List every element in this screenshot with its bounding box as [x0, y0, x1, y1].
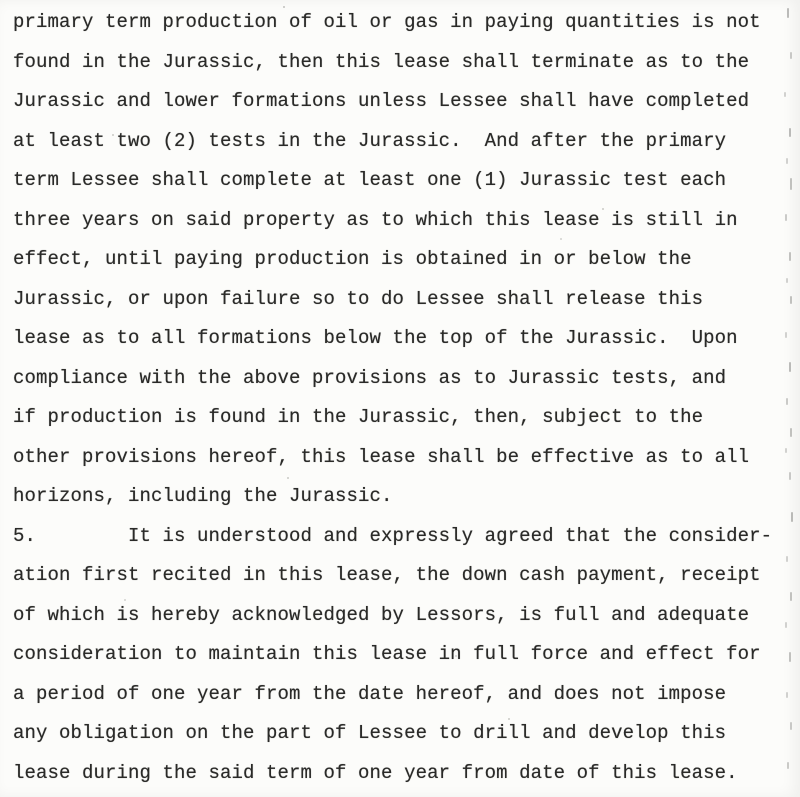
text-line: a period of one year from the date hereof, and does not impose: [13, 682, 727, 705]
text-line: three years on said property as to which this lease is still in: [13, 208, 738, 231]
text-line-item-5: 5. It is understood and expressly agreed that the consider-: [13, 524, 773, 547]
text-line: ation first recited in this lease, the down cash payment, receipt: [13, 564, 761, 586]
text-line: if production is found in the Jurassic, then, subject to the: [13, 406, 704, 428]
text-line: Jurassic and lower formations unless Lessee shall have completed: [13, 90, 750, 112]
typewritten-text-block: [13, 3, 800, 793]
text-line: primary term production of oil or gas in paying quantities is not: [13, 11, 761, 33]
text-line: other provisions hereof, this lease shall be effective as to all: [13, 445, 750, 468]
text-line: horizons, including the Jurassic.: [13, 485, 393, 507]
text-line: Jurassic, or upon failure so to do Lessee shall release this: [13, 287, 704, 310]
text-line: compliance with the above provisions as to Jurassic tests, and: [13, 366, 727, 389]
text-line: effect, until paying production is obtained in or below the: [13, 248, 692, 270]
text-line: of which is hereby acknowledged by Lessors, is full and adequate: [13, 603, 750, 626]
text-line: any obligation on the part of Lessee to drill and develop this: [13, 722, 727, 744]
text-line: found in the Jurassic, then this lease shall terminate as to the: [13, 50, 750, 73]
text-line: consideration to maintain this lease in full force and effect for: [13, 643, 761, 665]
text-line: term Lessee shall complete at least one (1) Jurassic test each: [13, 169, 727, 191]
text-line: lease as to all formations below the top of the Jurassic. Upon: [13, 327, 738, 349]
text-line: lease during the said term of one year from date of this lease.: [13, 761, 738, 784]
text-line: at least two (2) tests in the Jurassic. And after the primary: [13, 129, 727, 152]
